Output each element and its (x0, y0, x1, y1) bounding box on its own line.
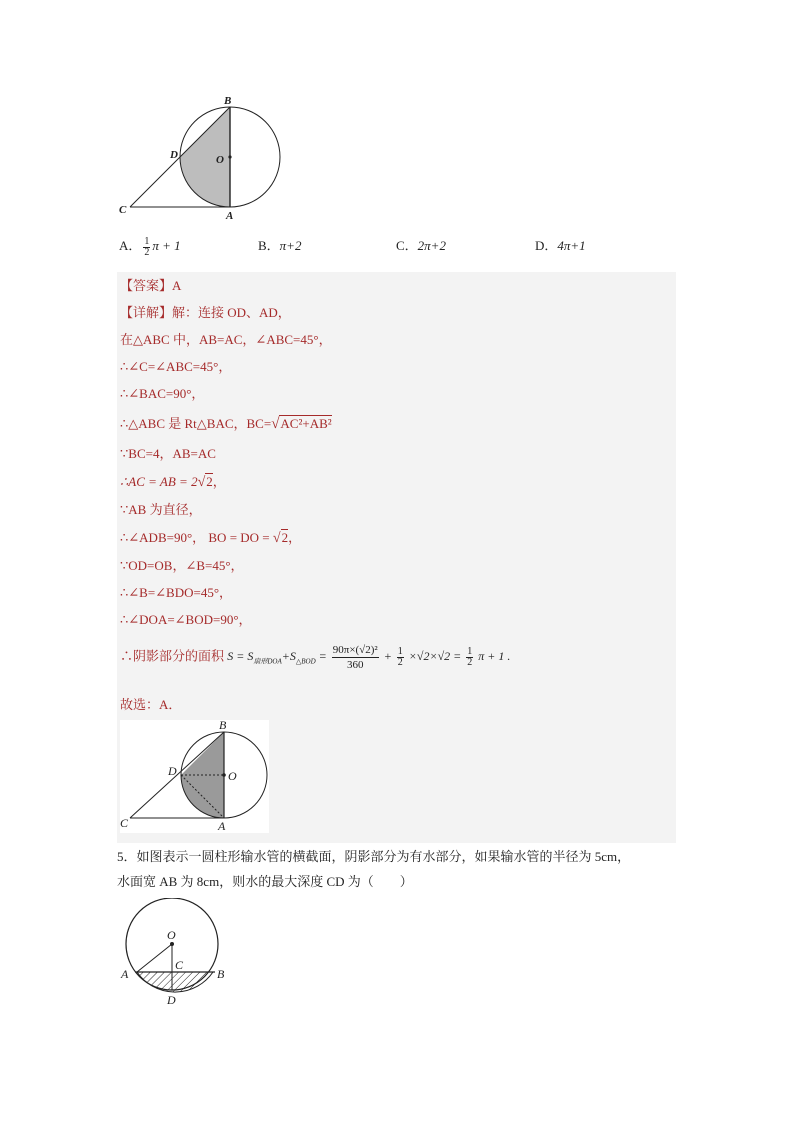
label-d: D (170, 149, 178, 161)
detail-line-11: ∴∠B=∠BDO=45°， (120, 585, 233, 600)
option-d[interactable]: D．4π+1 (535, 238, 586, 253)
segment-oa (137, 944, 172, 972)
figure-circle-triangle (112, 92, 292, 224)
detail-line-13: ∴阴影部分的面积 $S = S_{扇形DOA}+S_{\triangle BOD}$ = $\frac{\text{90π×(√2)²}}{360}$ + $\frac{1}{2}$ ×√2×√2 = $\frac{1}{2}$ π + 1 . (120, 644, 511, 671)
question-5-line-1: 5．如图表示一圆柱形输水管的横截面，阴影部分为有水部分，如果输水管的半径为 5cm， (117, 849, 631, 864)
figure-water-pipe (118, 898, 230, 1010)
label-a: A (218, 819, 226, 833)
detail-line-10: ∵OD=OB，∠B=45°， (120, 558, 244, 573)
detail-line-6: ∵BC=4，AB=AC (120, 446, 216, 461)
label-o: O (167, 928, 176, 942)
label-a: A (121, 967, 129, 981)
label-c: C (120, 816, 129, 830)
detail-line-3: ∴∠C=∠ABC=45°， (120, 359, 232, 374)
detail-line-8: ∵AB 为直径， (120, 502, 202, 517)
detail-line-5: ∴△ABC 是 Rt△BAC，BC=√AC²+AB² (120, 416, 332, 432)
detail-line-2: 在△ABC 中，AB=AC，∠ABC=45°， (120, 332, 332, 347)
question-5-line-2: 水面宽 AB 为 8cm，则水的最大深度 CD 为（ ） (117, 874, 413, 889)
detail-line-4: ∴∠BAC=90°， (120, 386, 205, 401)
point-o (228, 155, 231, 158)
label-d: D (168, 764, 177, 778)
answer-options (119, 235, 679, 259)
label-b: B (219, 720, 227, 732)
figure-solution-diagram (120, 720, 269, 833)
detail-line-9: ∴∠ADB=90°， BO = DO = √2， (120, 530, 302, 546)
label-b: B (217, 967, 225, 981)
water-region (137, 972, 213, 992)
area-formula: $S = S_{扇形DOA}+S_{\triangle BOD}$ = $\frac{\text{90π×(√2)²}}{360}$ + $\frac{1}{2}$ ×√2×√2 = $\frac{1}{2}$ π + 1 . (227, 644, 511, 671)
answer-line: 【答案】A (120, 278, 182, 293)
label-o: O (216, 154, 224, 166)
detail-line-1: 【详解】解：连接 OD、AD， (120, 305, 291, 320)
label-b: B (224, 95, 232, 107)
option-a[interactable]: A． $\frac{1}{2}$ π + 1 (119, 235, 181, 258)
detail-line-12: ∴∠DOA=∠BOD=90°， (120, 612, 252, 627)
detail-line-7: ∴AC = AB = 2√2， (120, 474, 226, 490)
label-o: O (228, 769, 237, 783)
question-5 (117, 844, 677, 894)
label-c: C (175, 958, 184, 972)
point-o (170, 942, 174, 946)
label-c: C (119, 204, 127, 216)
conclusion-line: 故选：A． (120, 697, 182, 712)
label-d: D (167, 993, 176, 1007)
option-c[interactable]: C．2π+2 (396, 238, 446, 253)
label-a: A (226, 210, 234, 222)
point-o (222, 773, 226, 777)
solution-panel (117, 272, 676, 843)
option-b[interactable]: B．π+2 (258, 238, 302, 253)
